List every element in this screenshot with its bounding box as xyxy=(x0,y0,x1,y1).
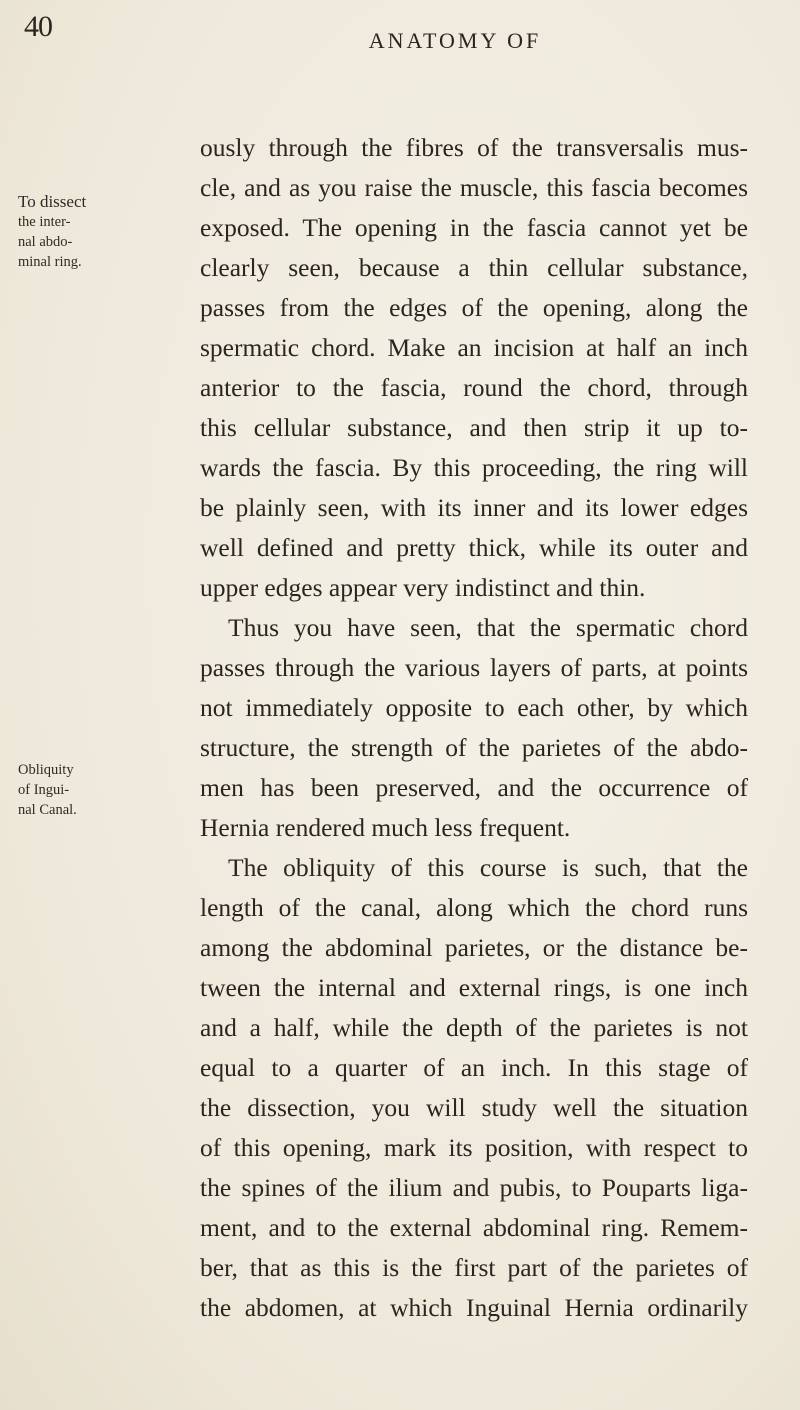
text-line: well defined and pretty thick, while its outer and xyxy=(200,533,748,562)
margin-note-line: of Ingui- xyxy=(18,782,70,798)
text-line: passes from the edges of the opening, along the xyxy=(200,293,748,322)
text-line: structure, the strength of the parietes of the abdo- xyxy=(200,733,748,762)
margin-note-line: minal ring. xyxy=(18,254,82,270)
text-line: clearly seen, because a thin cellular substance, xyxy=(200,253,748,282)
text-line: exposed. The opening in the fascia cannot yet be xyxy=(200,213,748,242)
text-line: be plainly seen, with its inner and its lower edges xyxy=(200,493,748,522)
text-line: this cellular substance, and then strip it up to- xyxy=(200,413,748,442)
text-line: among the abdominal parietes, or the distance be- xyxy=(200,933,748,962)
text-line: Thus you have seen, that the spermatic chord xyxy=(228,613,748,642)
text-line: and a half, while the depth of the parietes is not xyxy=(200,1013,748,1042)
text-line: cle, and as you raise the muscle, this fascia becomes xyxy=(200,173,748,202)
page-number: 40 xyxy=(24,10,52,43)
text-line: spermatic chord. Make an incision at half an inch xyxy=(200,333,748,362)
running-head: ANATOMY OF xyxy=(368,28,542,53)
text-line: men has been preserved, and the occurrence of xyxy=(200,773,748,802)
text-line: wards the fascia. By this proceeding, the ring will xyxy=(200,453,748,482)
text-line: of this opening, mark its position, with respect to xyxy=(200,1133,748,1162)
text-line: anterior to the fascia, round the chord, through xyxy=(200,373,748,402)
margin-note-dissect-ring xyxy=(18,192,100,272)
margin-note-line: nal abdo- xyxy=(18,234,73,250)
text-line: not immediately opposite to each other, by which xyxy=(200,693,748,722)
text-line: length of the canal, along which the chord runs xyxy=(200,893,748,922)
text-line: upper edges appear very indistinct and thin. xyxy=(200,573,646,602)
text-line: Hernia rendered much less frequent. xyxy=(200,813,571,842)
margin-note-line: the inter- xyxy=(18,214,71,230)
text-line: equal to a quarter of an inch. In this stage of xyxy=(200,1053,748,1082)
text-line: ously through the fibres of the transversalis mus- xyxy=(200,133,748,162)
margin-note-obliquity xyxy=(18,760,100,820)
margin-note-line: nal Canal. xyxy=(18,802,77,818)
text-line: the abdomen, at which Inguinal Hernia ordinarily xyxy=(200,1293,748,1322)
text-line: ment, and to the external abdominal ring. Remem- xyxy=(200,1213,748,1242)
margin-note-line: Obliquity xyxy=(18,762,74,778)
text-line: the dissection, you will study well the situation xyxy=(200,1093,748,1122)
margin-note-line: To dissect xyxy=(18,192,87,211)
text-line: passes through the various layers of parts, at points xyxy=(200,653,748,682)
text-line: The obliquity of this course is such, that the xyxy=(228,853,748,882)
text-line: ber, that as this is the first part of the parietes of xyxy=(200,1253,748,1282)
text-line: the spines of the ilium and pubis, to Pouparts liga- xyxy=(200,1173,748,1202)
text-line: tween the internal and external rings, is one inch xyxy=(200,973,748,1002)
